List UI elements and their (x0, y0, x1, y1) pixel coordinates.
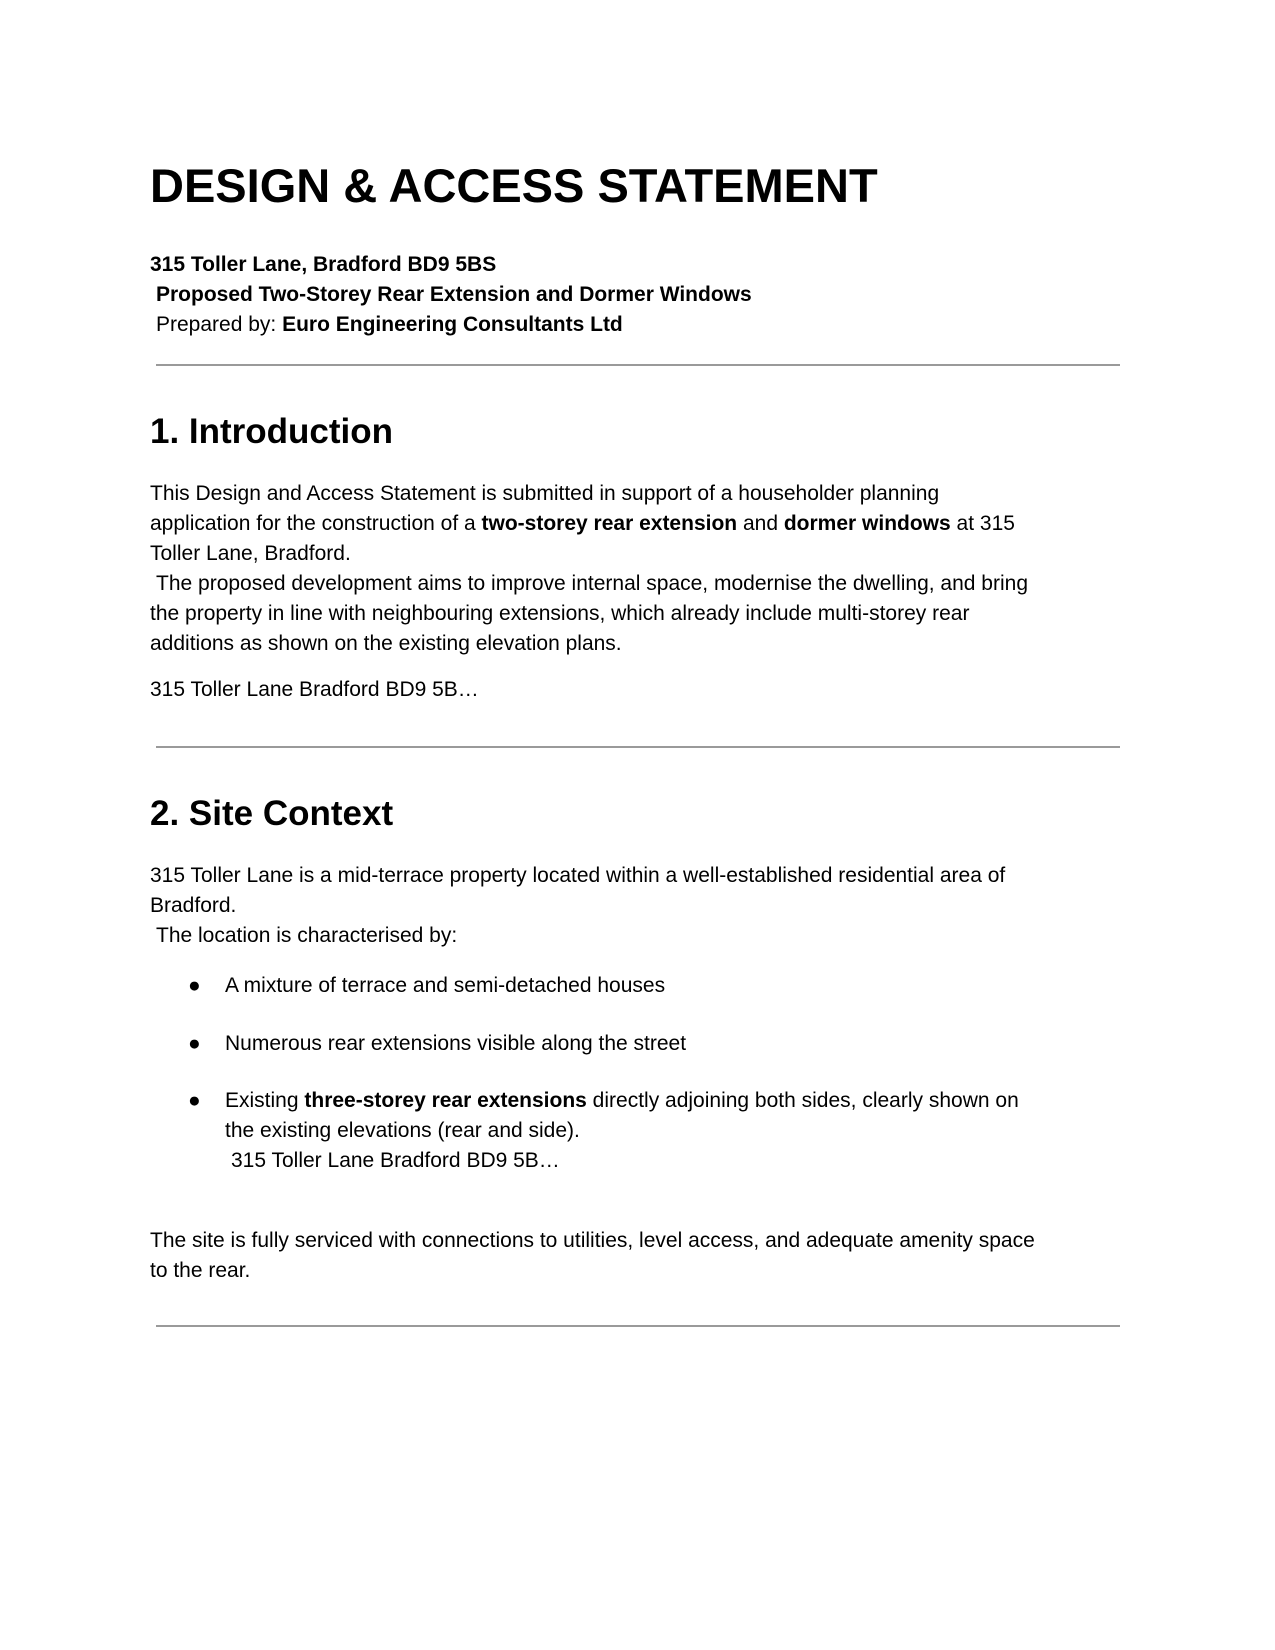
text-line: The site is fully serviced with connections to utilities, level access, and adequate amenity space (150, 1229, 1035, 1252)
list-item-text: Numerous rear extensions visible along the street (225, 1032, 687, 1055)
bold-text-run: dormer windows (783, 512, 951, 535)
text-run: Existing (225, 1089, 305, 1112)
address-smart-chip[interactable]: 315 Toller Lane Bradford BD9 5B… (150, 678, 479, 701)
text-line: to the rear. (150, 1259, 251, 1282)
text-run: application for the construction of a (150, 512, 482, 535)
project-description: Proposed Two-Storey Rear Extension and Dormer Windows (156, 283, 752, 306)
text-line (225, 1086, 1019, 1116)
text-run: directly adjoining both sides, clearly shown on (586, 1089, 1019, 1112)
section-heading-site-context: 2. Site Context (150, 794, 394, 833)
text-run: and (737, 512, 784, 535)
document-subheading (150, 250, 752, 340)
list-item-text: A mixture of terrace and semi-detached houses (225, 974, 666, 997)
text-line: This Design and Access Statement is submitted in support of a householder planning (150, 482, 940, 505)
section-heading-introduction: 1. Introduction (150, 412, 394, 451)
introduction-paragraph (150, 479, 1120, 659)
text-line: the property in line with neighbouring extensions, which already include multi-storey rear (150, 602, 970, 625)
text-line: additions as shown on the existing elevation plans. (150, 632, 622, 655)
document-title: DESIGN & ACCESS STATEMENT (150, 159, 878, 212)
site-services-paragraph (150, 1226, 1120, 1286)
text-line: The location is characterised by: (156, 924, 458, 947)
text-run: at 315 (950, 512, 1015, 535)
prepared-by-line (150, 310, 752, 340)
horizontal-divider (156, 746, 1120, 748)
bullet-icon: ● (188, 1032, 201, 1055)
bold-text-run: two-storey rear extension (481, 512, 738, 535)
horizontal-divider (156, 1325, 1120, 1327)
text-line: Toller Lane, Bradford. (150, 542, 351, 565)
prepared-by-label: Prepared by: (156, 313, 277, 336)
bold-text-run: three-storey rear extensions (304, 1089, 587, 1112)
address-smart-chip[interactable]: 315 Toller Lane Bradford BD9 5B… (231, 1149, 560, 1172)
text-line: 315 Toller Lane is a mid-terrace property located within a well-established residential area of (150, 864, 1006, 887)
text-line: The proposed development aims to improve internal space, modernise the dwelling, and bring (156, 572, 1028, 595)
site-context-paragraph (150, 861, 1120, 951)
bullet-icon: ● (188, 974, 201, 997)
bullet-icon: ● (188, 1089, 201, 1112)
horizontal-divider (156, 364, 1120, 366)
text-line: the existing elevations (rear and side). (225, 1119, 580, 1142)
site-address: 315 Toller Lane, Bradford BD9 5BS (150, 253, 497, 276)
list-item-text (225, 1086, 1019, 1176)
prepared-by-company: Euro Engineering Consultants Ltd (282, 313, 623, 336)
text-line: Bradford. (150, 894, 237, 917)
text-line (150, 509, 1120, 539)
